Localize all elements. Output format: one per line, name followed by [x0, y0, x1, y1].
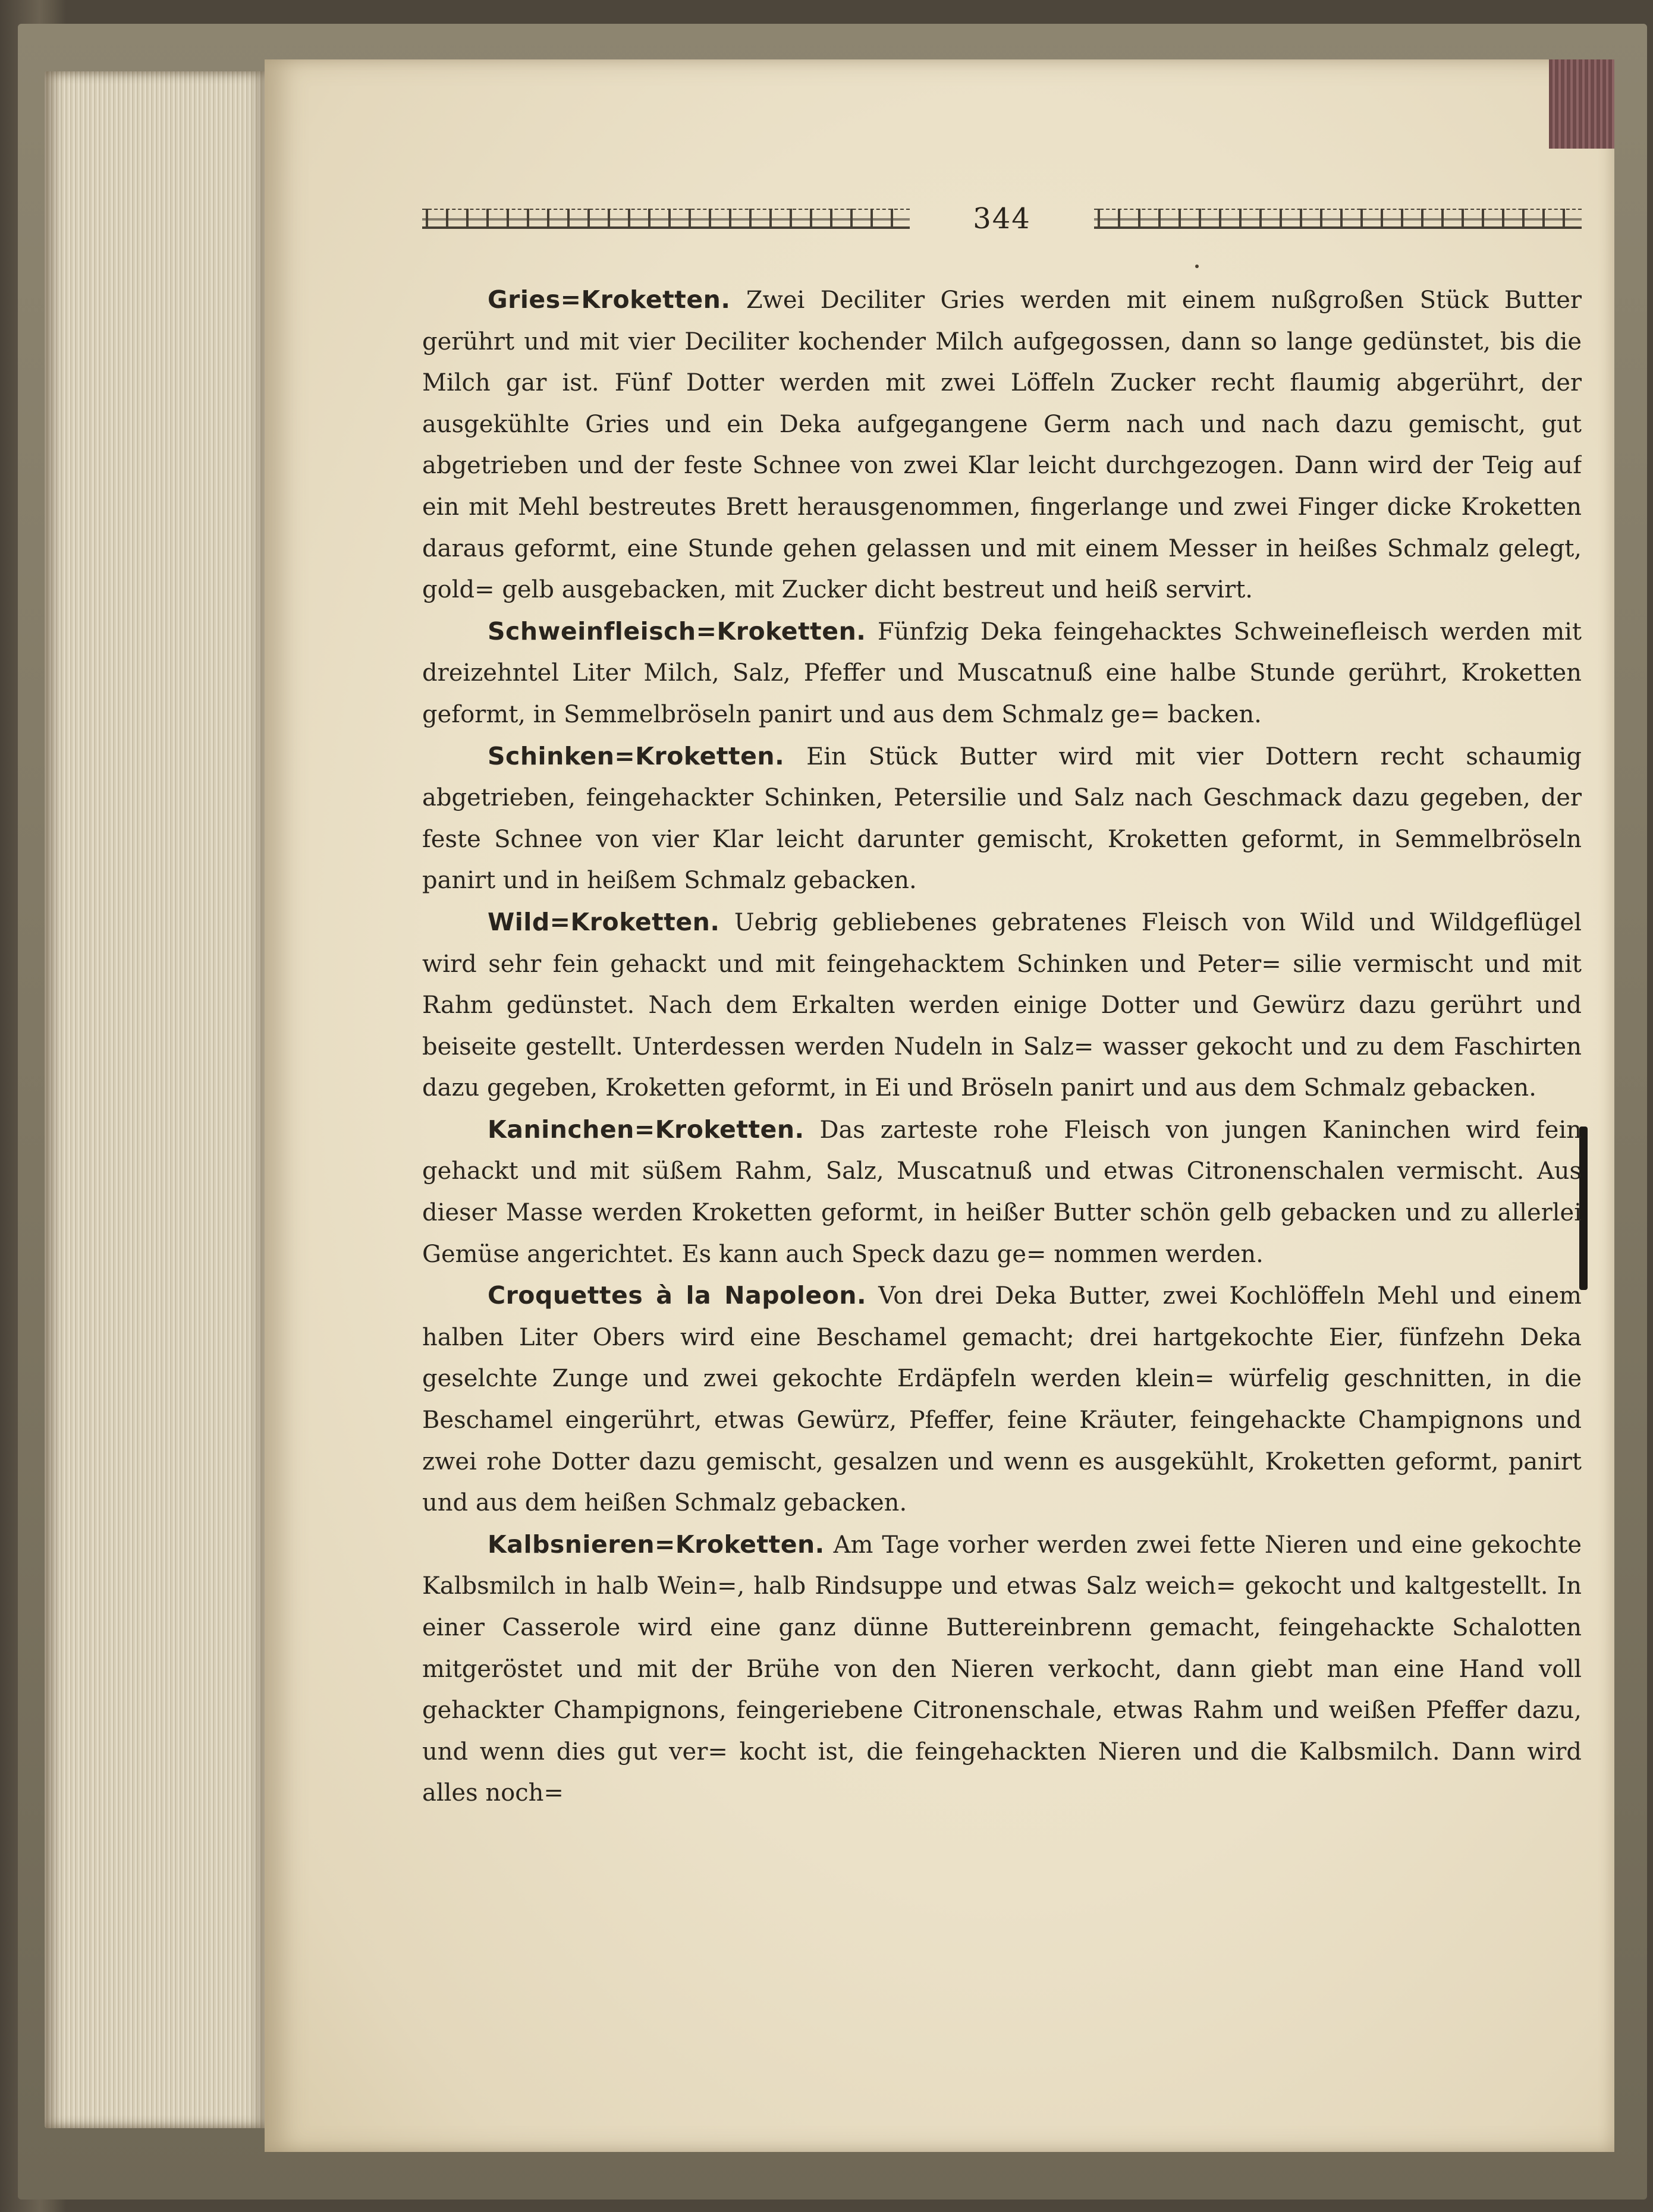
recipe-title: Schweinfleisch=Kroketten.: [488, 616, 866, 646]
recipe-body: Uebrig gebliebenes gebratenes Fleisch von Wild und Wildgeflügel wird sehr fein gehackt und mit feingehacktem Schinken und Peter= silie vermischt und mit Rahm gedünstet. Nach dem Erkalten werden einige Dotter und Gewürz dazu gerührt und beiseite gestellt. Unterdessen werden Nudeln in Salz= wasser gekocht und zu dem Faschirten dazu gegeben, Kroketten geformt, in Ei und Bröseln panirt und aus dem Schmalz gebacken.: [422, 908, 1582, 1102]
recipe-kalbsnieren-kroketten: [422, 1524, 1582, 1814]
recipe-title: Kaninchen=Kroketten.: [488, 1115, 804, 1144]
recipe-croquettes-napoleon: [422, 1275, 1582, 1524]
recipe-body: Zwei Deciliter Gries werden mit einem nußgroßen Stück Butter gerührt und mit vier Deciliter kochender Milch aufgegossen, dann so lange gedünstet, bis die Milch gar ist. Fünf Dotter werden mit zwei Löffeln Zucker recht flaumig abgerührt, der ausgekühlte Gries und ein Deka aufgegangene Germ nach und nach dazu gemischt, gut abgetrieben und der feste Schnee von zwei Klar leicht durchgezogen. Dann wird der Teig auf ein mit Mehl bestreutes Brett herausgenommen, fingerlange und zwei Finger dicke Kroketten daraus geformt, eine Stunde gehen gelassen und mit einem Messer in heißes Schmalz gelegt, gold= gelb ausgebacken, mit Zucker dicht bestreut und heiß servirt.: [422, 287, 1582, 604]
ornament-right: [1094, 209, 1582, 229]
page-header: [422, 201, 1582, 237]
headband-decoration: [1549, 59, 1614, 149]
page-edges: [45, 71, 265, 2128]
book-page: [265, 59, 1614, 2152]
recipe-body: Ein Stück Butter wird mit vier Dottern recht schaumig abgetrieben, feingehackter Schinken, Petersilie und Salz nach Geschmack dazu gegeben, der feste Schnee von vier Klar leicht darunter gemischt, Kroketten geformt, in Semmelbröseln panirt und in heißem Schmalz gebacken.: [422, 742, 1582, 895]
recipe-schinken-kroketten: [422, 736, 1582, 902]
recipe-title: Croquettes à la Napoleon.: [488, 1281, 867, 1310]
ink-speck: [1195, 265, 1199, 268]
recipe-title: Kalbsnieren=Kroketten.: [488, 1530, 825, 1559]
recipe-schweinfleisch-kroketten: [422, 611, 1582, 736]
recipe-title: Gries=Kroketten.: [488, 285, 731, 314]
recipe-title: Wild=Kroketten.: [488, 907, 720, 936]
page-number: 344: [973, 202, 1031, 235]
recipe-body: Fünfzig Deka feingehacktes Schweinefleisch werden mit dreizehntel Liter Milch, Salz, Pfeffer und Muscatnuß eine halbe Stunde gerührt, Kroketten geformt, in Semmelbröseln panirt und aus dem Schmalz ge= backen.: [422, 618, 1582, 728]
recipe-body: Das zarteste rohe Fleisch von jungen Kaninchen wird fein gehackt und mit süßem Rahm, Salz, Muscatnuß und etwas Citronenschalen vermischt. Aus dieser Masse werden Kroketten geformt, in heißer Butter schön gelb gebacken und zu allerlei Gemüse angerichtet. Es kann auch Speck dazu ge= nommen werden.: [422, 1116, 1582, 1268]
recipe-body: Am Tage vorher werden zwei fette Nieren und eine gekochte Kalbsmilch in halb Wein=, halb Rindsuppe und etwas Salz weich= gekocht und kaltgestellt. In einer Casserole wird eine ganz dünne Buttereinbrenn gemacht, feingehackte Schalotten mitgeröstet und mit der Brühe von den Nieren verkocht, dann giebt man eine Hand voll gehackter Champignons, feingeriebene Citronenschale, etwas Rahm und weißen Pfeffer dazu, und wenn dies gut ver= kocht ist, die feingehackten Nieren und die Kalbsmilch. Dann wird alles noch=: [422, 1531, 1582, 1807]
recipe-title: Schinken=Kroketten.: [488, 741, 785, 770]
recipe-kaninchen-kroketten: [422, 1109, 1582, 1275]
recipe-gries-kroketten: [422, 279, 1582, 611]
recipe-text-block: [422, 279, 1582, 2087]
recipe-wild-kroketten: [422, 902, 1582, 1109]
recipe-body: Von drei Deka Butter, zwei Kochlöffeln Mehl und einem halben Liter Obers wird eine Beschamel gemacht; drei hartgekochte Eier, fünfzehn Deka geselchte Zunge und zwei gekochte Erdäpfeln werden klein= würfelig geschnitten, in die Beschamel eingerührt, etwas Gewürz, Pfeffer, feine Kräuter, feingehackte Champignons und zwei rohe Dotter dazu gemischt, gesalzen und wenn es ausgekühlt, Kroketten geformt, panirt und aus dem heißen Schmalz gebacken.: [422, 1282, 1582, 1517]
ornament-left: [422, 209, 910, 229]
